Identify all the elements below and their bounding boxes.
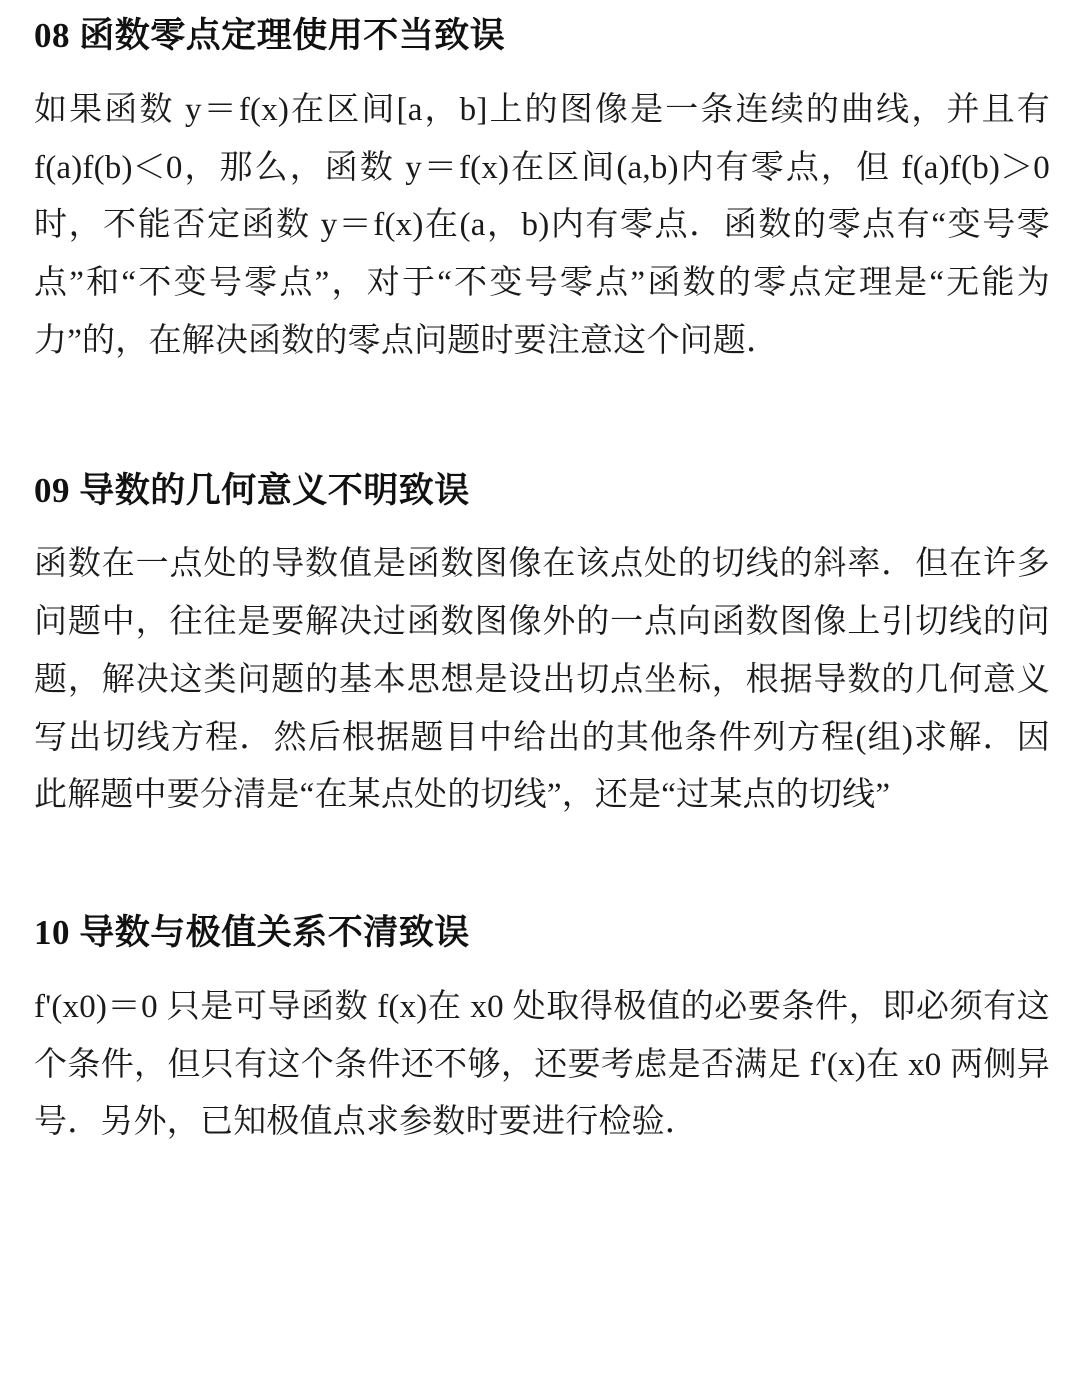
- section-10: [34, 911, 1050, 1152]
- section-08: [34, 14, 1059, 371]
- section-spacer-2: [34, 871, 1050, 911]
- section-09: [34, 469, 1050, 826]
- section-10-heading: 10 导数与极值关系不清致误: [34, 913, 470, 952]
- section-09-heading: 09 导数的几何意义不明致误: [34, 470, 470, 510]
- section-10-body: f'(x0)＝0 只是可导函数 f(x)在 x0 处取得极值的必要条件，即必须有这个条件，但只有这个条件还不够，还要考虑是否满足 f'(x)在 x0 两侧异号．另外，已知极值点求参数时要进行检验．: [34, 988, 1050, 1141]
- section-09-body: 函数在一点处的导数值是函数图像在该点处的切线的斜率．但在许多问题中，往往是要解决过函数图像外的一点向函数图像上引切线的问题，解决这类问题的基本思想是设出切点坐标，根据导数的几何意义写出切线方程．然后根据题目中给出的其他条件列方程(组)求解．因此解题中要分清是“在某点处的切线”，还是“过某点的切线”: [34, 546, 1050, 814]
- section-spacer-1: [34, 417, 1050, 469]
- section-08-heading: 08 函数零点定理使用不当致误: [34, 16, 506, 55]
- section-08-body: 如果函数 y＝f(x)在区间[a，b]上的图像是一条连续的曲线，并且有 f(a)f(b)＜0，那么，函数 y＝f(x)在区间(a,b)内有零点，但 f(a)f(b)＞0 时，不能否定函数 y＝f(x)在(a，b)内有零点．函数的零点有“变号零点”和“不变号零点”，对于“不变号零点”函数的零点定理是“无能为力”的，在解决函数的零点问题时要注意这个问题．: [34, 91, 1059, 359]
